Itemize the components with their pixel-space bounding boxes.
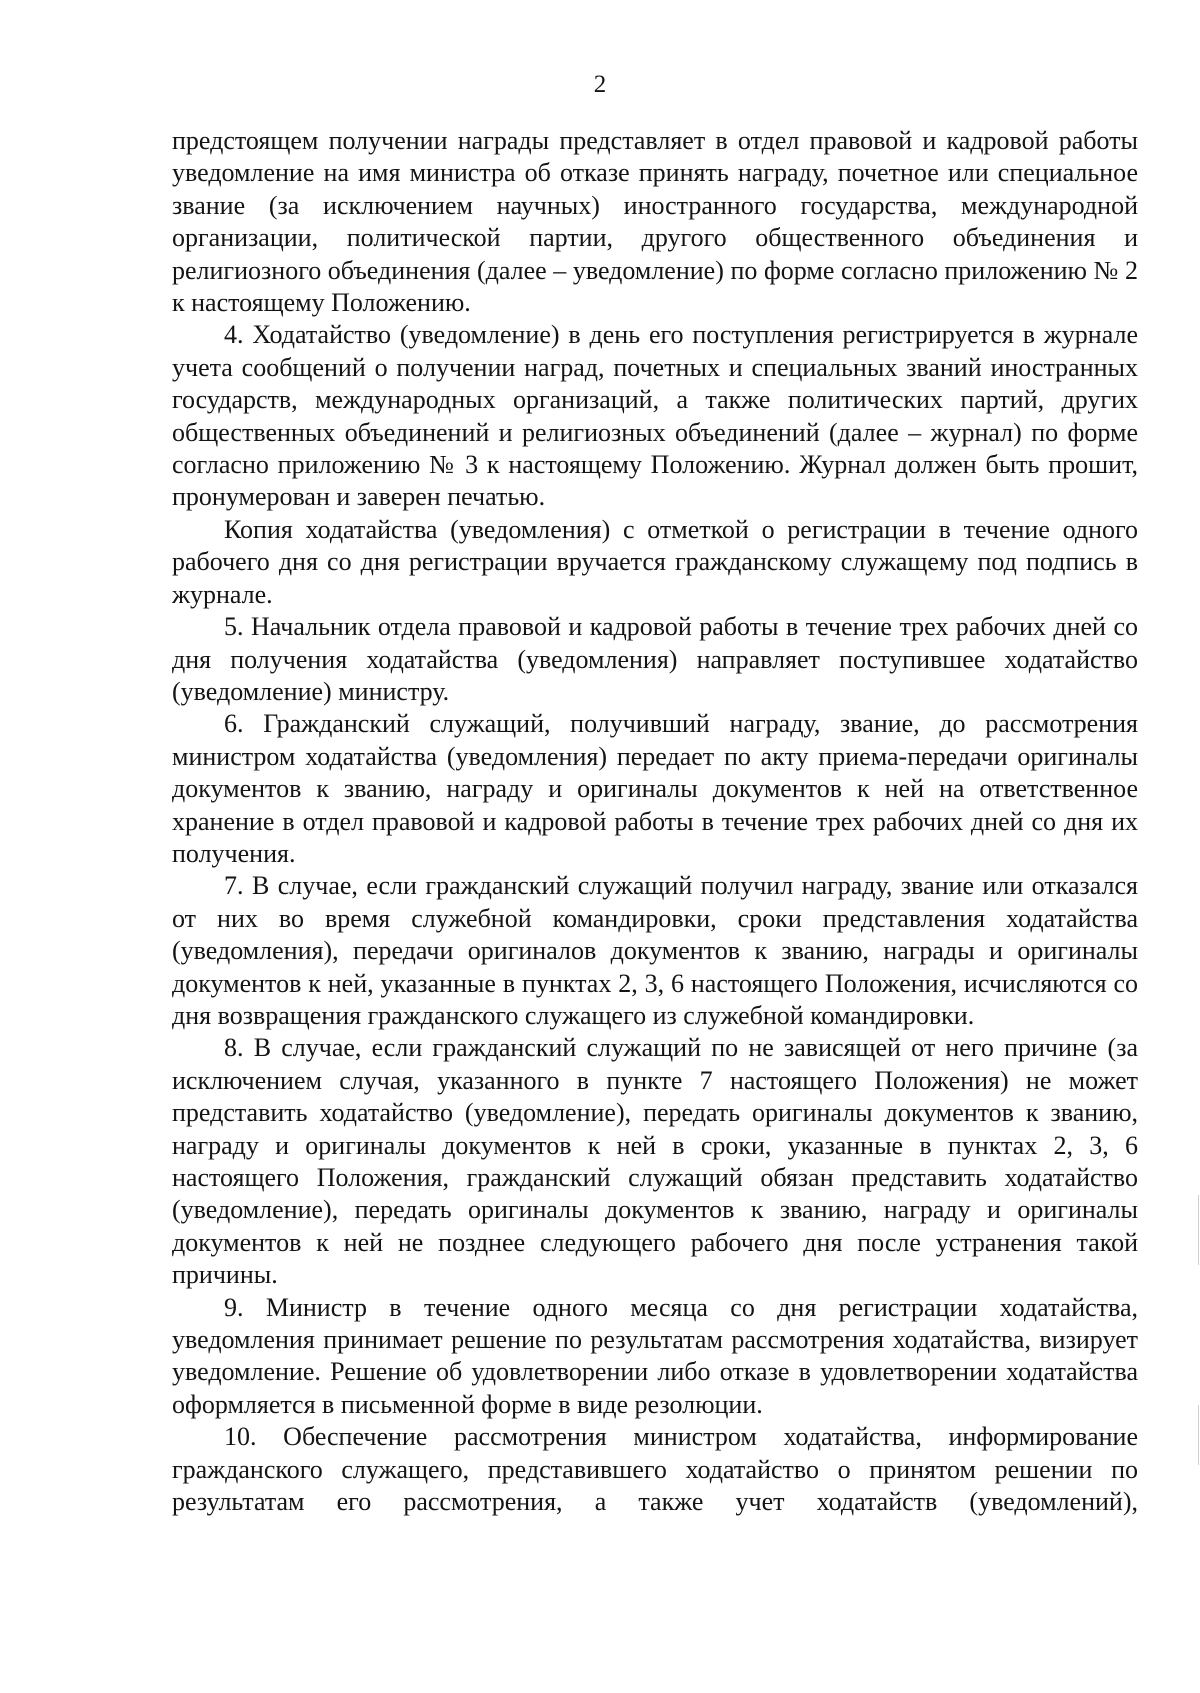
paragraph-continuation: предстоящем получении награды представляет в отдел правовой и кадровой работы уведомление на имя министра об отказе принять награду, почетное или специальное звание (за исключением научных) иностранного государства, международной организации, политической партии, другого общественного объединения и религиозного объединения (далее – уведомление) по форме согласно приложению № 2 к настоящему Положению.	[172, 126, 1138, 318]
document-body	[172, 125, 1138, 1518]
paragraph-item-8: 8. В случае, если гражданский служащий по не зависящей от него причине (за исключением случая, указанного в пункте 7 настоящего Положения) не может представить ходатайство (уведомление), передать оригиналы документов к званию, награду и оригиналы документов к ней в сроки, указанные в пунктах 2, 3, 6 настоящего Положения, гражданский служащий обязан представить ходатайство (уведомление), передать оригиналы документов к званию, награду и оригиналы документов к ней не позднее следующего рабочего дня после устранения такой причины.	[172, 1033, 1138, 1290]
paragraph-item-10: 10. Обеспечение рассмотрения министром ходатайства, информирование гражданского служащего, представившего ходатайство о принятом решении по результатам его рассмотрения, а также учет ходатайств (уведомлений),	[172, 1422, 1138, 1517]
paragraph-item-9: 9. Министр в течение одного месяца со дня регистрации ходатайства, уведомления принимает решение по результатам рассмотрения ходатайства, визирует уведомление. Решение об удовлетворении либо отказе в удовлетворении ходатайства оформляется в письменной форме в виде резолюции.	[172, 1292, 1138, 1419]
paragraph-item-7: 7. В случае, если гражданский служащий получил награду, звание или отказался от них во время служебной командировки, сроки представления ходатайства (уведомления), передачи оригиналов документов к званию, награды и оригиналы документов к ней, указанные в пунктах 2, 3, 6 настоящего Положения, исчисляются со дня возвращения гражданского служащего из служебной командировки.	[172, 871, 1138, 1030]
paragraph-item-6: 6. Гражданский служащий, получивший награду, звание, до рассмотрения министром ходатайства (уведомления) передает по акту приема-передачи оригиналы документов к званию, награду и оригиналы документов к ней на ответственное хранение в отдел правовой и кадровой работы в течение трех рабочих дней со дня их получения.	[172, 709, 1138, 868]
scan-artifact-line	[1198, 1195, 1199, 1265]
paragraph-item-4-copy: Копия ходатайства (уведомления) с отметкой о регистрации в течение одного рабочего дня со дня регистрации вручается гражданскому служащему под подпись в журнале.	[172, 514, 1138, 609]
scan-artifact-line	[1198, 1405, 1199, 1465]
page-number: 2	[593, 71, 607, 98]
paragraph-item-4: 4. Ходатайство (уведомление) в день его поступления регистрируется в журнале учета сообщений о получении наград, почетных и специальных званий иностранных государств, международных организаций, а также политических партий, других общественных объединений и религиозных объединений (далее – журнал) по форме согласно приложению № 3 к настоящему Положению. Журнал должен быть прошит, пронумерован и заверен печатью.	[172, 320, 1138, 512]
paragraph-item-5: 5. Начальник отдела правовой и кадровой работы в течение трех рабочих дней со дня получения ходатайства (уведомления) направляет поступившее ходатайство (уведомление) министру.	[172, 612, 1138, 706]
